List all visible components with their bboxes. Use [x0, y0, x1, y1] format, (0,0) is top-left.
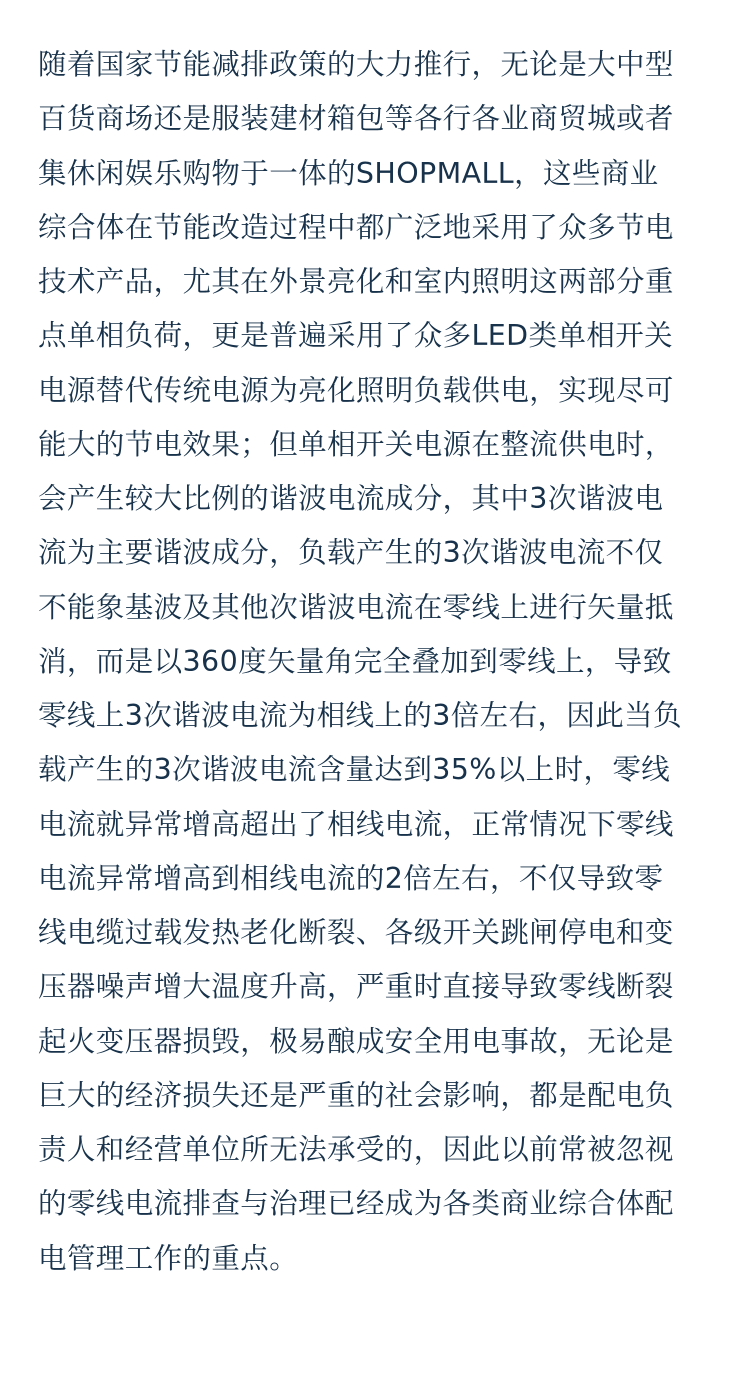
paragraph-line: 能大的节电效果；但单相开关电源在整流供电时，: [38, 427, 674, 461]
article-body: [38, 38, 718, 1286]
paragraph-line: 的零线电流排查与治理已经成为各类商业综合体配: [38, 1187, 674, 1221]
paragraph-line: 流为主要谐波成分，负载产生的3次谐波电流不仅: [38, 536, 664, 570]
paragraph-line: 载产生的3次谐波电流含量达到35%以上时，零线: [38, 753, 671, 787]
paragraph-line: 消，而是以360度矢量角完全叠加到零线上，导致: [38, 644, 672, 678]
paragraph-line: 电流就异常增高超出了相线电流，正常情况下零线: [38, 807, 674, 841]
paragraph-line: 巨大的经济损失还是严重的社会影响，都是配电负: [38, 1078, 674, 1112]
paragraph-line: 不能象基波及其他次谐波电流在零线上进行矢量抵: [38, 590, 674, 624]
paragraph-line: 综合体在节能改造过程中都广泛地采用了众多节电: [38, 210, 674, 244]
paragraph-line: 线电缆过载发热老化断裂、各级开关跳闸停电和变: [38, 916, 674, 949]
paragraph-line: 零线上3次谐波电流为相线上的3倍左右，因此当负: [38, 699, 682, 732]
paragraph-line: 责人和经营单位所无法承受的，因此以前常被忽视: [38, 1133, 674, 1166]
paragraph-line: 会产生较大比例的谐波电流成分，其中3次谐波电: [38, 482, 664, 515]
paragraph-line: 压器噪声增大温度升高，严重时直接导致零线断裂: [38, 970, 674, 1004]
paragraph-line: 技术产品，尤其在外景亮化和室内照明这两部分重: [38, 265, 674, 298]
paragraph-line: 电流异常增高到相线电流的2倍左右，不仅导致零: [38, 861, 664, 895]
paragraph-line: 起火变压器损毁，极易酿成安全用电事故，无论是: [38, 1024, 674, 1058]
paragraph-line: 电管理工作的重点。: [38, 1241, 299, 1275]
paragraph-line: 电源替代传统电源为亮化照明负载供电，实现尽可: [38, 373, 674, 407]
paragraph-line: 百货商场还是服装建材箱包等各行各业商贸城或者: [38, 102, 674, 136]
paragraph-line: 随着国家节能减排政策的大力推行，无论是大中型: [38, 48, 674, 81]
paragraph-line: 集休闲娱乐购物于一体的SHOPMALL，这些商业: [38, 156, 659, 190]
paragraph-line: 点单相负荷，更是普遍采用了众多LED类单相开关: [38, 319, 674, 353]
